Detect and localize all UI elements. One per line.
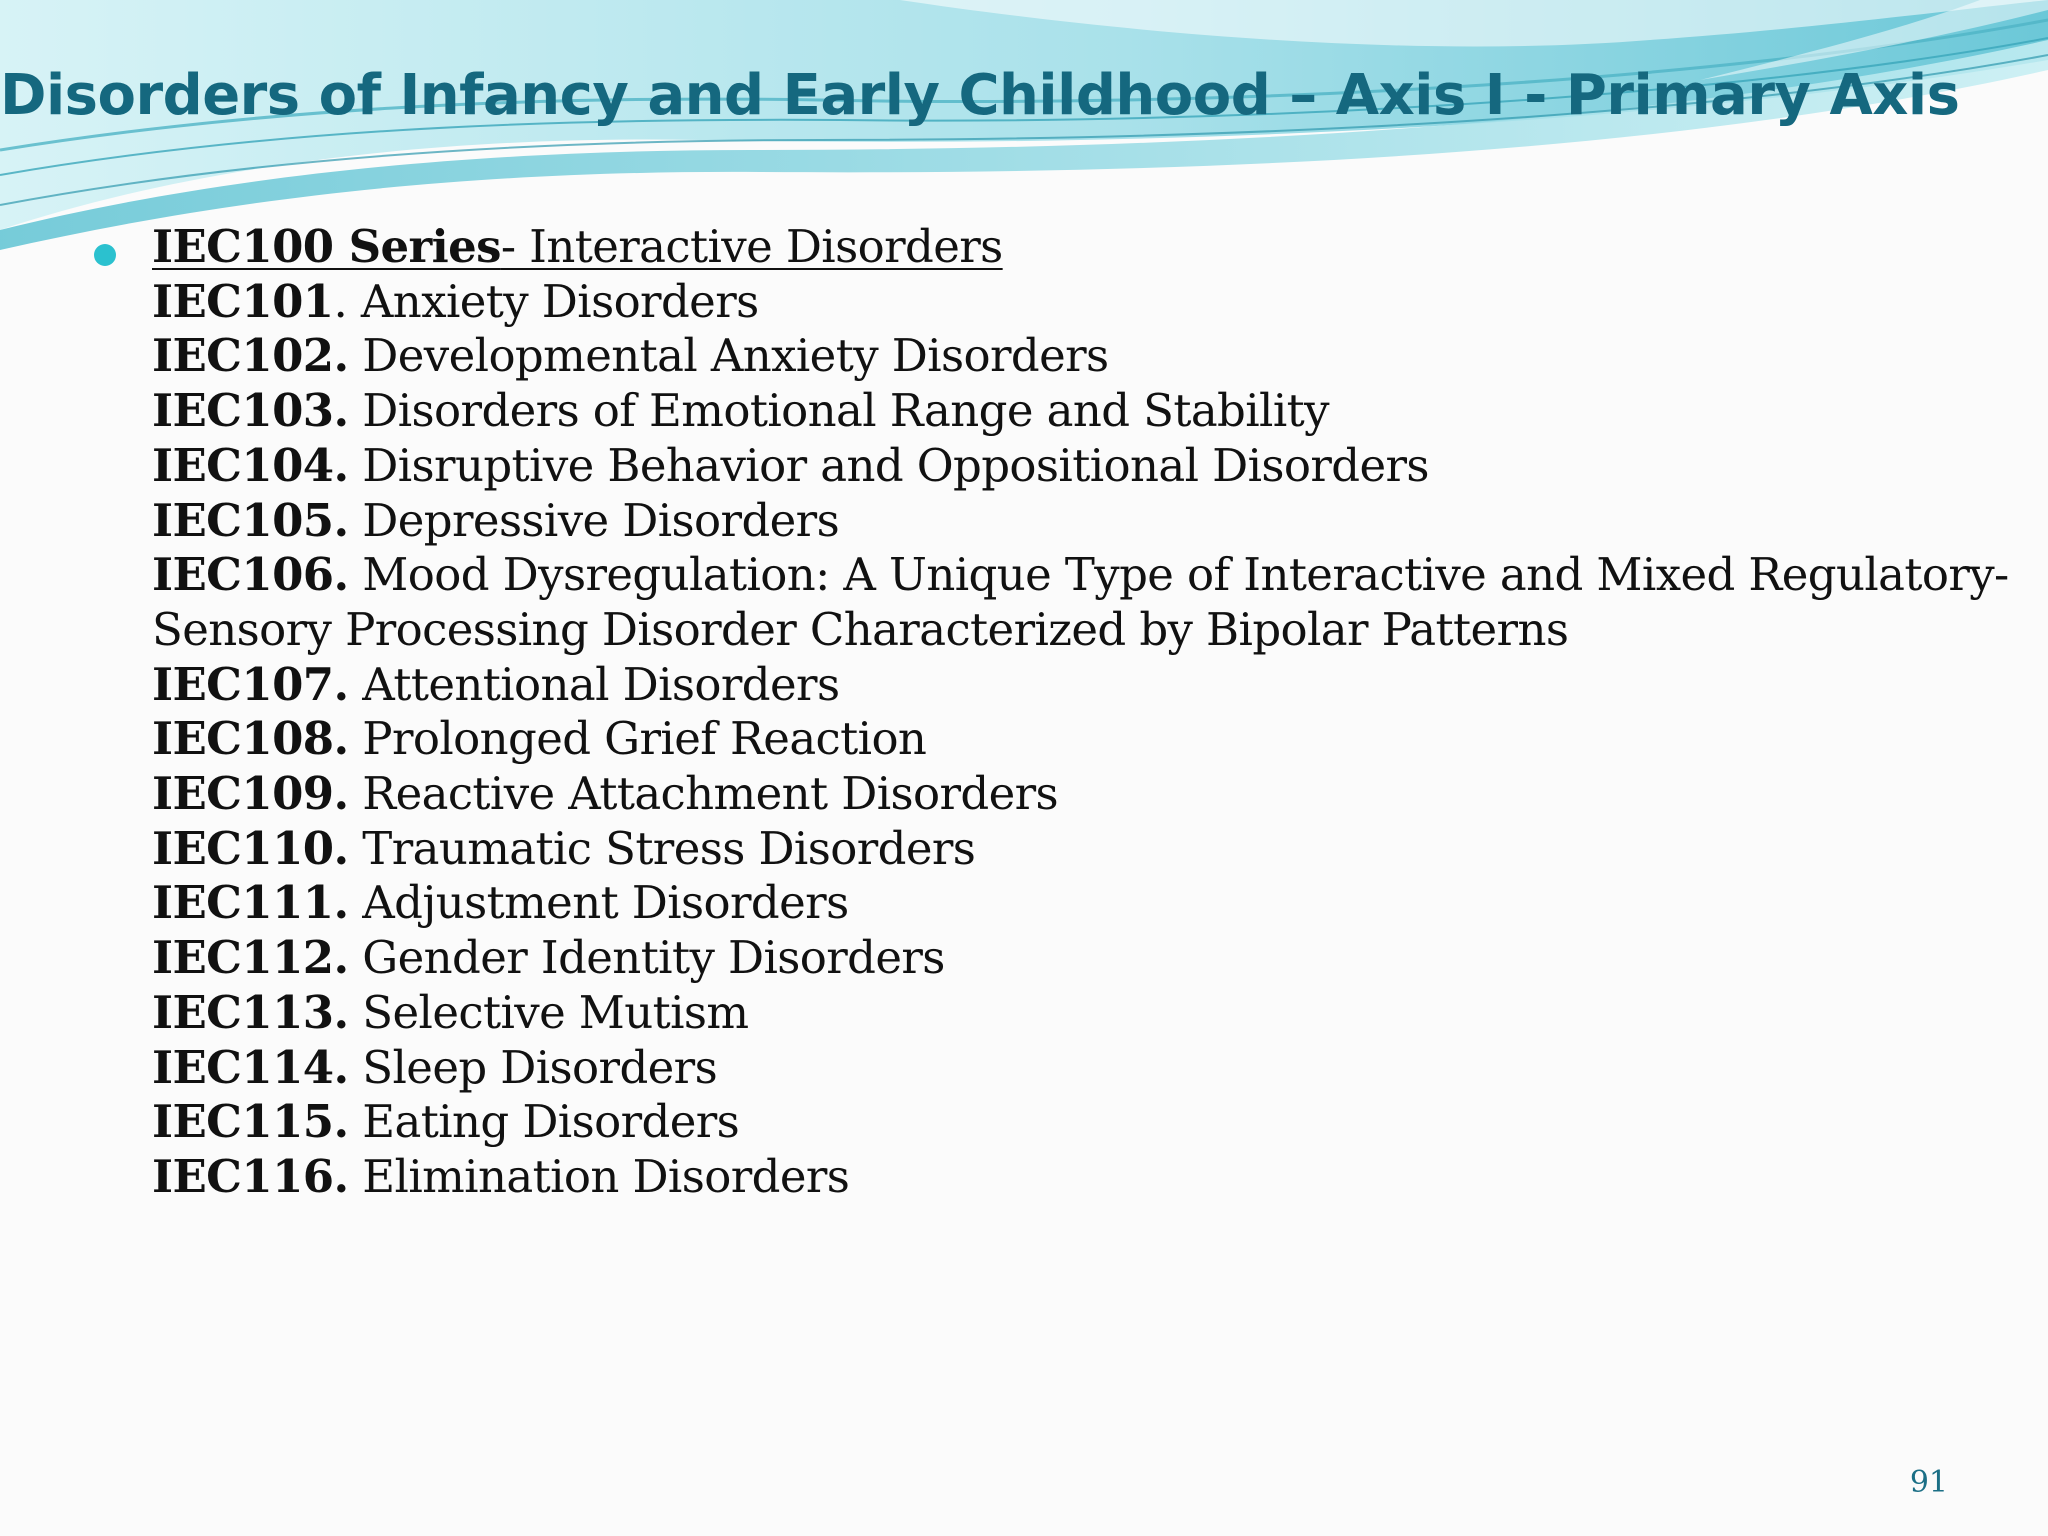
item-code: IEC106. [152,548,349,602]
list-item [152,767,2012,822]
item-code: IEC103. [152,384,349,438]
item-code: IEC104. [152,438,349,492]
item-text: Adjustment Disorders [348,876,849,930]
item-code: IEC111. [152,876,349,930]
item-text: Sleep Disorders [348,1040,718,1094]
list-item [152,494,2012,549]
disorder-list [152,220,2012,1205]
list-item [152,1041,2012,1096]
list-item [152,931,2012,986]
item-text: Eating Disorders [348,1095,740,1149]
series-code: IEC100 Series [152,220,501,273]
list-item [152,986,2012,1041]
item-code: IEC116. [152,1149,349,1203]
list-item [152,658,2012,713]
list-item [152,822,2012,877]
item-text: Depressive Disorders [348,493,840,547]
list-item [152,384,2012,439]
list-item [152,712,2012,767]
item-text: Selective Mutism [348,985,749,1039]
slide-title: Disorders of Infancy and Early Childhood – Axis I - Primary Axis [0,63,1960,128]
item-text: Gender Identity Disorders [348,931,945,985]
series-text: - Interactive Disorders [500,220,1003,273]
item-code: IEC112. [152,931,349,985]
item-text: Disruptive Behavior and Oppositional Disorders [348,438,1429,492]
item-code: IEC108. [152,712,349,766]
list-item [152,275,2012,330]
item-text: Mood Dysregulation: A Unique Type of Interactive and Mixed Regulatory-Sensory Processing Disorder Characterized by Bipolar Patterns [152,548,2009,656]
item-text: Developmental Anxiety Disorders [348,329,1109,383]
item-code: IEC114. [152,1040,349,1094]
item-code: IEC105. [152,493,349,547]
item-code: IEC115. [152,1095,349,1149]
item-text: Disorders of Emotional Range and Stability [348,384,1329,438]
item-code: IEC102. [152,329,349,383]
list-item [152,1095,2012,1150]
bullet-icon [94,244,116,266]
list-item [152,548,2012,657]
item-code: IEC101 [152,274,334,328]
item-code: IEC110. [152,821,349,875]
item-code: IEC109. [152,767,349,821]
series-heading [152,220,2012,275]
list-item [152,876,2012,931]
item-text: Traumatic Stress Disorders [348,821,976,875]
item-text: Reactive Attachment Disorders [348,767,1059,821]
page-number: 91 [1909,1465,1948,1500]
list-item [152,1150,2012,1205]
item-text: . Anxiety Disorders [333,274,759,328]
list-item [152,439,2012,494]
item-code: IEC113. [152,985,349,1039]
item-text: Attentional Disorders [348,657,840,711]
item-text: Prolonged Grief Reaction [348,712,927,766]
item-text: Elimination Disorders [348,1149,850,1203]
list-item [152,329,2012,384]
item-code: IEC107. [152,657,349,711]
